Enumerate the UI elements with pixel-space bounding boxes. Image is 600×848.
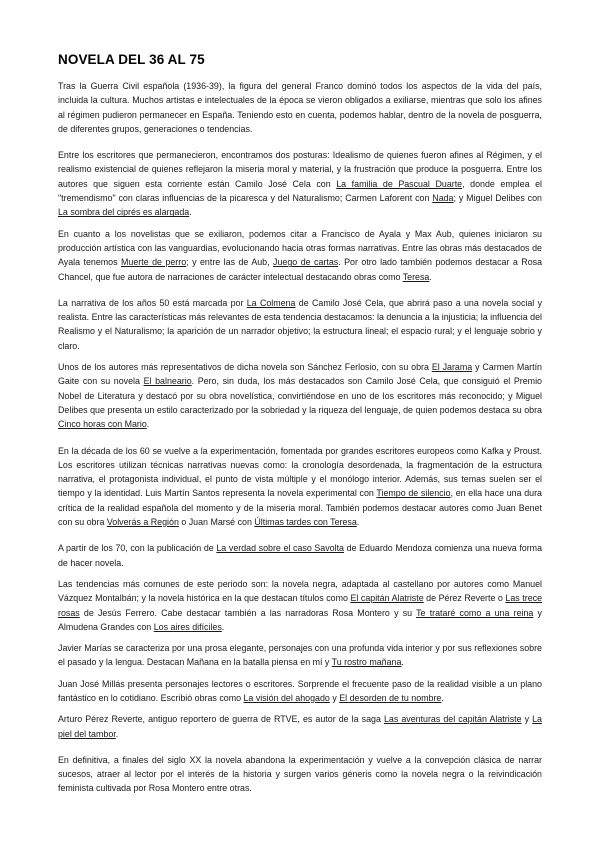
paragraph-text: ; y entre las de Aub, xyxy=(186,257,274,268)
paragraph xyxy=(58,444,542,530)
paragraph xyxy=(58,753,542,796)
paragraph-text: . xyxy=(401,657,404,668)
paragraph-text: y xyxy=(329,692,340,703)
book-title-link[interactable]: El capitán Alatriste xyxy=(350,593,424,604)
paragraph-text: y Almudena Grandes con xyxy=(58,607,542,632)
book-title-link[interactable]: La Colmena xyxy=(246,297,296,308)
paragraph-text: . xyxy=(356,517,360,528)
paragraph-text: , donde emplea el "tremendismo" con claras influencias de la picaresca y del Naturalismo; Carmen Laforent con xyxy=(58,178,542,204)
book-title-link[interactable]: Tu rostro mañana xyxy=(331,657,402,668)
paragraph-text: ; y Miguel Delibes con xyxy=(453,193,542,204)
paragraph xyxy=(58,296,542,353)
paragraph-text: En la década de los 60 se vuelve a la experimentación, fomentada por grandes escritores europeos como Kafka y Proust. Los escritores utilizan técnicas narrativas nuevas como: la cronología desordenada, la fragmentación de la estructura narrativa, el protagonista individual, el punto de vista múltiple y el monólogo interior. Además, sus temas suelen ser el tiempo y la identidad. Luis Martín Santos representa la novela experimental con xyxy=(58,445,542,499)
paragraph-text: y xyxy=(521,714,533,725)
paragraph-text: . xyxy=(429,271,432,282)
paragraph-text: de Pérez Reverte o xyxy=(423,593,506,604)
book-title-link[interactable]: Últimas tardes con Teresa xyxy=(254,517,357,528)
paragraph-text: . xyxy=(189,207,192,218)
book-title-link[interactable]: Nada xyxy=(432,193,454,204)
paragraph-text: . xyxy=(441,692,444,703)
book-title-link[interactable]: La sombra del ciprés es alargada xyxy=(58,207,190,218)
book-title-link[interactable]: La piel del tambor xyxy=(58,714,542,739)
book-title-link[interactable]: El desorden de tu nombre xyxy=(339,692,442,703)
paragraph xyxy=(58,148,542,219)
book-title-link[interactable]: Teresa xyxy=(402,271,430,282)
paragraph-text: . xyxy=(115,728,119,739)
paragraph-text: Unos de los autores más representativos de dicha novela son Sánchez Ferlosio, con su obra xyxy=(58,362,432,373)
paragraph xyxy=(58,79,542,136)
paragraph-text: . Por otro lado también podemos destacar a Rosa Chancel, que fue autora de narraciones de carácter intelectual destacando obras como xyxy=(58,257,543,282)
paragraph-text: Tras la Guerra Civil española (1936-39), la figura del general Franco dominó todos los aspectos de la vida del país, incluida la cultura. Muchos artistas e intelectuales de la época se vieron obligados a exiliarse, mientras que solo los afines al régimen pudieron permanecer en España. Teniendo esto en cuenta, podemos hablar, dentro de la novela de posguerra, de diferentes grupos, generaciones o tendencias. xyxy=(58,81,542,134)
paragraph-text: y Carmen Martín Gaite con su novela xyxy=(58,362,542,387)
paragraph-text: , en ella hace una dura crítica de la realidad española del momento y de la miseria moral. También podemos destacar autores como Juan Benet con su obra xyxy=(58,488,542,528)
book-title-link[interactable]: La verdad sobre el caso Savolta xyxy=(216,543,344,554)
paragraph-text: Entre los escritores que permanecieron, encontramos dos posturas: Idealismo de quienes fueron afines al Régimen, y el realismo existencial de quienes reflejaron la miseria moral y material, y la frustración que produce la posguerra. Entre los autores que siguen esta corriente están Camilo José Cela con xyxy=(58,150,542,189)
paragraph-text: . xyxy=(221,621,225,632)
paragraph xyxy=(58,677,542,706)
paragraph-text: En definitiva, a finales del siglo XX la novela abandona la experimentación y vuelve a la convepción clásica de narrar sucesos, atraer al lector por el interés de la historia y surgen varios géneris como la novela negra o la reivindicación feminista cultivada por Rosa Montero entre otras. xyxy=(58,754,542,794)
book-title-link[interactable]: Tiempo de silencio xyxy=(376,488,451,499)
paragraph-text: Las tendencias más comunes de este periodo son: la novela negra, adaptada al castellano por autores como Manuel Vázquez Montalbán; y la novela histórica en la que destacan títulos como xyxy=(58,578,542,604)
book-title-link[interactable]: Las trece rosas xyxy=(58,593,543,618)
paragraph-text: . Pero, sin duda, los más destacados son Camilo José Cela, que consiguió el Premio Nobel de Literatura y destacó por su obra novelística, convirtiéndose en uno de los escritores más reconocido; y Miguel Delibes que presenta un estilo caracterizado por la sobriedad y la riqueza del lenguaje, de quien podemos destaca su obra xyxy=(58,376,542,415)
paragraph-text: A partir de los 70, con la publicación de xyxy=(58,543,217,554)
paragraph xyxy=(58,360,542,431)
paragraph xyxy=(58,541,542,570)
book-title-link[interactable]: La visión del ahogado xyxy=(243,692,330,703)
book-title-link[interactable]: Volverás a Región xyxy=(106,517,179,528)
book-title-link[interactable]: Te trataré como a una reina xyxy=(416,607,534,618)
paragraph xyxy=(58,641,542,670)
book-title-link[interactable]: La familia de Pascual Duarte xyxy=(336,178,463,189)
paragraph-text: o Juan Marsé con xyxy=(178,517,255,528)
book-title-link[interactable]: El balneario xyxy=(143,376,192,387)
paragraph xyxy=(58,712,542,741)
paragraph-text: Arturo Pérez Reverte, antiguo reportero de guerra de RTVE, es autor de la saga xyxy=(58,714,384,725)
book-title-link[interactable]: El Jarama xyxy=(431,362,473,373)
paragraph-text: de Jesús Ferrero. Cabe destacar también a las narradoras Rosa Montero y su xyxy=(79,607,417,618)
paragraph xyxy=(58,227,542,284)
paragraph-text: En cuanto a los novelistas que se exiliaron, podemos citar a Francisco de Ayala y Max Aub, quienes iniciaron su producción artística con las vanguardias, evolucionando hacia otras formas narrativas. Entre las obras más destacados de Ayala tenemos xyxy=(58,228,542,268)
book-title-link[interactable]: Cinco horas con Mario xyxy=(58,419,147,430)
paragraph-text: . xyxy=(146,419,150,430)
paragraph-text: Juan José Millás presenta personajes lectores o escritores. Sorprende el frecuente paso de la realidad visible a un plano fantástico en lo cotidiano. Escribió obras como xyxy=(58,678,542,703)
page-title: NOVELA DEL 36 AL 75 xyxy=(58,52,205,67)
paragraph-text: de Eduardo Mendoza comienza una nueva forma de hacer novela. xyxy=(58,543,543,568)
book-title-link[interactable]: Las aventuras del capitán Alatriste xyxy=(383,714,522,725)
book-title-link[interactable]: Muerte de perro xyxy=(121,257,187,268)
paragraph-text: Javier Marías se caracteriza por una prosa elegante, personajes con una profunda vida interior y por sus reflexiones sobre el pasado y la lengua. Destacan Mañana en la batalla piensa en mí y xyxy=(58,643,542,668)
document-body xyxy=(58,79,542,796)
paragraph-text: La narrativa de los años 50 está marcada por xyxy=(58,297,247,308)
paragraph xyxy=(58,577,542,634)
document-page xyxy=(58,52,542,803)
book-title-link[interactable]: Juego de cartas xyxy=(273,257,339,268)
paragraph-text: de Camilo José Cela, que abrirá paso a una novela social y realista. Entre las características más relevantes de esta tendencia destacamos: la denuncia a la injusticia; la influencia del Realismo y el Naturalismo; la aparición de un narrador objetivo; la estructura lineal; el espacio rural; y el lenguaje sobrio y claro. xyxy=(58,297,543,351)
book-title-link[interactable]: Los aires difíciles xyxy=(153,621,222,632)
